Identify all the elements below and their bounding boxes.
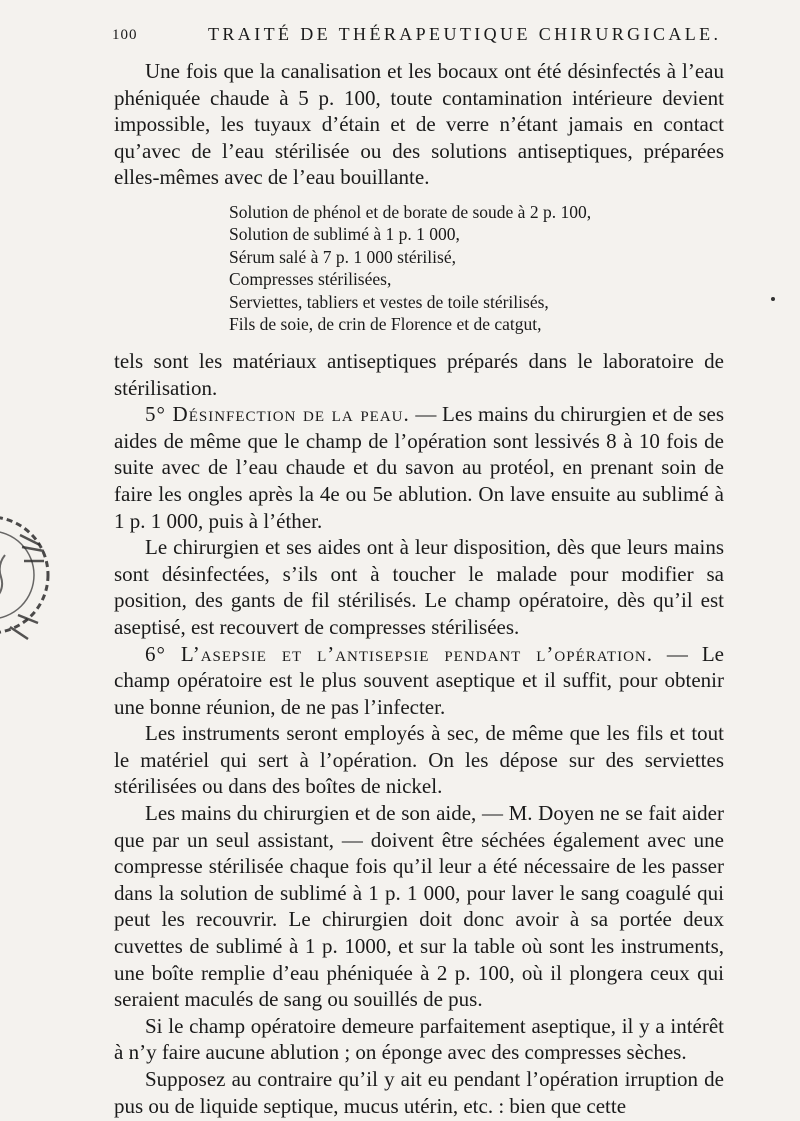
- page-body: [114, 58, 724, 1119]
- section-heading-desinfection: 5° Désinfection de la peau.: [145, 402, 410, 427]
- page-number: 100: [112, 27, 138, 43]
- section-text-asepsie: — Le champ opératoire est le plus souvent aseptique et il suffit, pour obtenir une bonne réunion, de ne pas l’infecter.: [114, 641, 724, 719]
- list-item: Fils de soie, de crin de Florence et de catgut,: [229, 314, 542, 335]
- list-item: Solution de sublimé à 1 p. 1 000,: [229, 224, 460, 245]
- list-item: Solution de phénol et de borate de soude à 2 p. 100,: [229, 201, 592, 222]
- library-stamp-icon: [0, 495, 60, 655]
- list-item: Serviettes, tabliers et vestes de toile stérilisés,: [229, 291, 549, 312]
- list-item: Compresses stérilisées,: [229, 269, 392, 290]
- paragraph-instruments: Les instruments seront employés à sec, de même que les fils et tout le matériel qui sert à l’opération. On les dépose sur des serviettes stérilisées ou dans des boîtes de nickel.: [114, 721, 724, 799]
- running-title: TRAITÉ DE THÉRAPEUTIQUE CHIRURGICALE.: [208, 24, 722, 44]
- paragraph-materials: tels sont les matériaux antiseptiques préparés dans le laboratoire de stérilisation.: [114, 348, 724, 400]
- paragraph-champ-aseptique: Si le champ opératoire demeure parfaitement aseptique, il y a intérêt à n’y faire aucune ablution ; on éponge avec des compresses sèches.: [114, 1013, 724, 1065]
- paragraph-gants: Le chirurgien et ses aides ont à leur disposition, dès que leurs mains sont désinfectées, s’ils ont à toucher le malade pour modifier sa position, des gants de fil stérilisés. Le champ opératoire, dès qu’il est aseptisé, est recouvert de compresses stérilisées.: [114, 535, 724, 639]
- paragraph-asepsie: [114, 641, 724, 721]
- list-item: Sérum salé à 7 p. 1 000 stérilisé,: [229, 246, 456, 267]
- page-header: [112, 24, 720, 46]
- section-heading-asepsie: 6° L’asepsie et l’antisepsie pendant l’opération.: [145, 641, 653, 666]
- section-text-desinfection: — Les mains du chirurgien et de ses aides de même que le champ de l’opération sont lessivés 8 à 10 fois de suite avec de l’eau chaude et du savon au protéol, en prenant soin de faire les ongles après la 4e ou 5e ablution. On lave ensuite au sublimé à 1 p. 1 000, puis à l’éther.: [114, 402, 725, 533]
- paragraph-mains: Les mains du chirurgien et de son aide, — M. Doyen ne se fait aider que par un seul assistant, — doivent être séchées également avec une compresse stérilisée chaque fois qu’il leur a été nécessaire de les passer dans la solution de sublimé à 1 p. 1 000, pour laver le sang coagulé qui peut les recouvrir. Le chirurgien doit donc avoir à sa portée deux cuvettes de sublimé à 1 p. 1000, et sur la table où sont les instruments, une boîte remplie d’eau phéniquée à 2 p. 100, où il plongera ceux qui seraient maculés de sang ou souillés de pus.: [114, 801, 724, 1012]
- ink-speck: [771, 297, 775, 301]
- paragraph-desinfection: [114, 401, 724, 534]
- materials-list: [229, 201, 724, 336]
- paragraph-irruption: Supposez au contraire qu’il y ait eu pendant l’opération irruption de pus ou de liquide septique, mucus utérin, etc. : bien que cette: [114, 1067, 724, 1118]
- paragraph-canalisation: Une fois que la canalisation et les bocaux ont été désinfectés à l’eau phéniquée chaude à 5 p. 100, toute contamination intérieure devient impossible, les tuyaux d’étain et de verre n’étant jamais en contact qu’avec de l’eau stérilisée ou des solutions antiseptiques, préparées elles-mêmes avec de l’eau bouillante.: [114, 59, 724, 190]
